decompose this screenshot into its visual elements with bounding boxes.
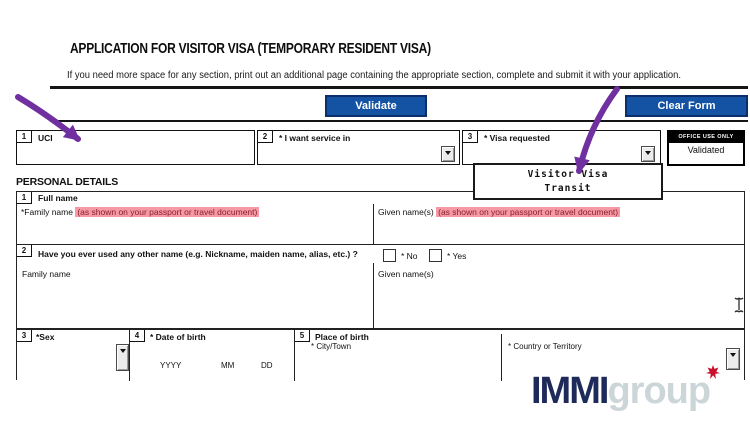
given-names-input[interactable] — [375, 220, 743, 244]
other-family-name-label: Family name — [22, 269, 71, 279]
country-territory-label: * Country or Territory — [508, 342, 582, 351]
city-town-label: * City/Town — [311, 342, 352, 351]
section1-column-divider — [373, 204, 374, 245]
uci-label: UCI — [38, 133, 53, 143]
yes-checkbox[interactable] — [429, 249, 442, 262]
logo-secondary-text: group — [607, 370, 711, 412]
service-in-dropdown-button[interactable] — [441, 146, 455, 162]
place-of-birth-label: Place of birth — [315, 332, 369, 342]
visa-requested-label: * Visa requested — [484, 133, 550, 143]
uci-field[interactable] — [16, 130, 255, 165]
service-in-field[interactable] — [257, 130, 460, 165]
other-given-names-input[interactable] — [375, 281, 743, 327]
office-use-only-header: OFFICE USE ONLY — [669, 132, 743, 143]
dob-format-yyyy: YYYY — [160, 361, 182, 370]
validated-label: Validated — [687, 145, 725, 155]
page-subtitle: If you need more space for any section, print out an additional page containing the appropriate section, complete and submit it with your application. — [67, 70, 681, 81]
given-names-label: Given name(s) (as shown on your passport or travel document) — [378, 207, 619, 217]
transit-option[interactable]: Transit — [544, 183, 592, 194]
visa-requested-dropdown-button[interactable] — [641, 146, 655, 162]
section3-divider-c — [501, 334, 502, 381]
field-number: 3 — [17, 330, 32, 342]
given-names-hint-highlight: (as shown on your passport or travel document) — [438, 207, 619, 217]
other-family-name-input[interactable] — [19, 281, 371, 327]
visitor-visa-option[interactable]: Visitor Visa — [527, 169, 609, 180]
sex-label: *Sex — [36, 332, 55, 342]
no-checkbox-label: * No — [401, 251, 418, 261]
immigroup-logo — [531, 372, 710, 410]
other-given-names-label: Given name(s) — [378, 269, 434, 279]
field-number: 1 — [17, 131, 32, 143]
city-town-input[interactable] — [307, 352, 497, 378]
yes-checkbox-label: * Yes — [447, 251, 467, 261]
field-number: 3 — [463, 131, 478, 143]
toolbar-divider — [50, 120, 748, 122]
date-of-birth-input[interactable] — [137, 344, 292, 360]
validate-button[interactable]: Validate — [325, 95, 427, 117]
personal-details-heading: PERSONAL DETAILS — [16, 176, 119, 188]
field-number: 1 — [17, 192, 32, 204]
office-use-only-box — [667, 130, 745, 166]
no-checkbox[interactable] — [383, 249, 396, 262]
maple-leaf-icon — [706, 365, 720, 379]
date-of-birth-label: * Date of birth — [150, 332, 206, 342]
family-name-hint-highlight: (as shown on your passport or travel document) — [77, 207, 258, 217]
logo-primary-text: IMMI — [531, 370, 608, 412]
dob-format-dd: DD — [261, 361, 273, 370]
full-name-label: Full name — [38, 193, 78, 203]
family-name-label: *Family name (as shown on your passport or travel document) — [21, 207, 258, 217]
sex-dropdown-button[interactable] — [116, 344, 129, 371]
section2-column-divider — [373, 263, 374, 329]
field-number: 4 — [130, 330, 145, 342]
field-number: 2 — [17, 245, 32, 257]
page-title: APPLICATION FOR VISITOR VISA (TEMPORARY RESIDENT VISA) — [70, 40, 431, 57]
field-number: 5 — [295, 330, 310, 342]
other-name-section — [16, 244, 745, 329]
family-name-input[interactable] — [19, 220, 371, 244]
header-divider — [50, 86, 748, 89]
country-territory-dropdown-button[interactable] — [726, 348, 740, 370]
visa-options-panel — [473, 163, 663, 200]
clear-form-button[interactable]: Clear Form — [625, 95, 748, 117]
visa-requested-field[interactable] — [462, 130, 661, 165]
field-number: 2 — [258, 131, 273, 143]
service-in-label: * I want service in — [279, 133, 351, 143]
dob-format-mm: MM — [221, 361, 235, 370]
other-name-question: Have you ever used any other name (e.g. Nickname, maiden name, alias, etc.) ? — [38, 249, 358, 259]
